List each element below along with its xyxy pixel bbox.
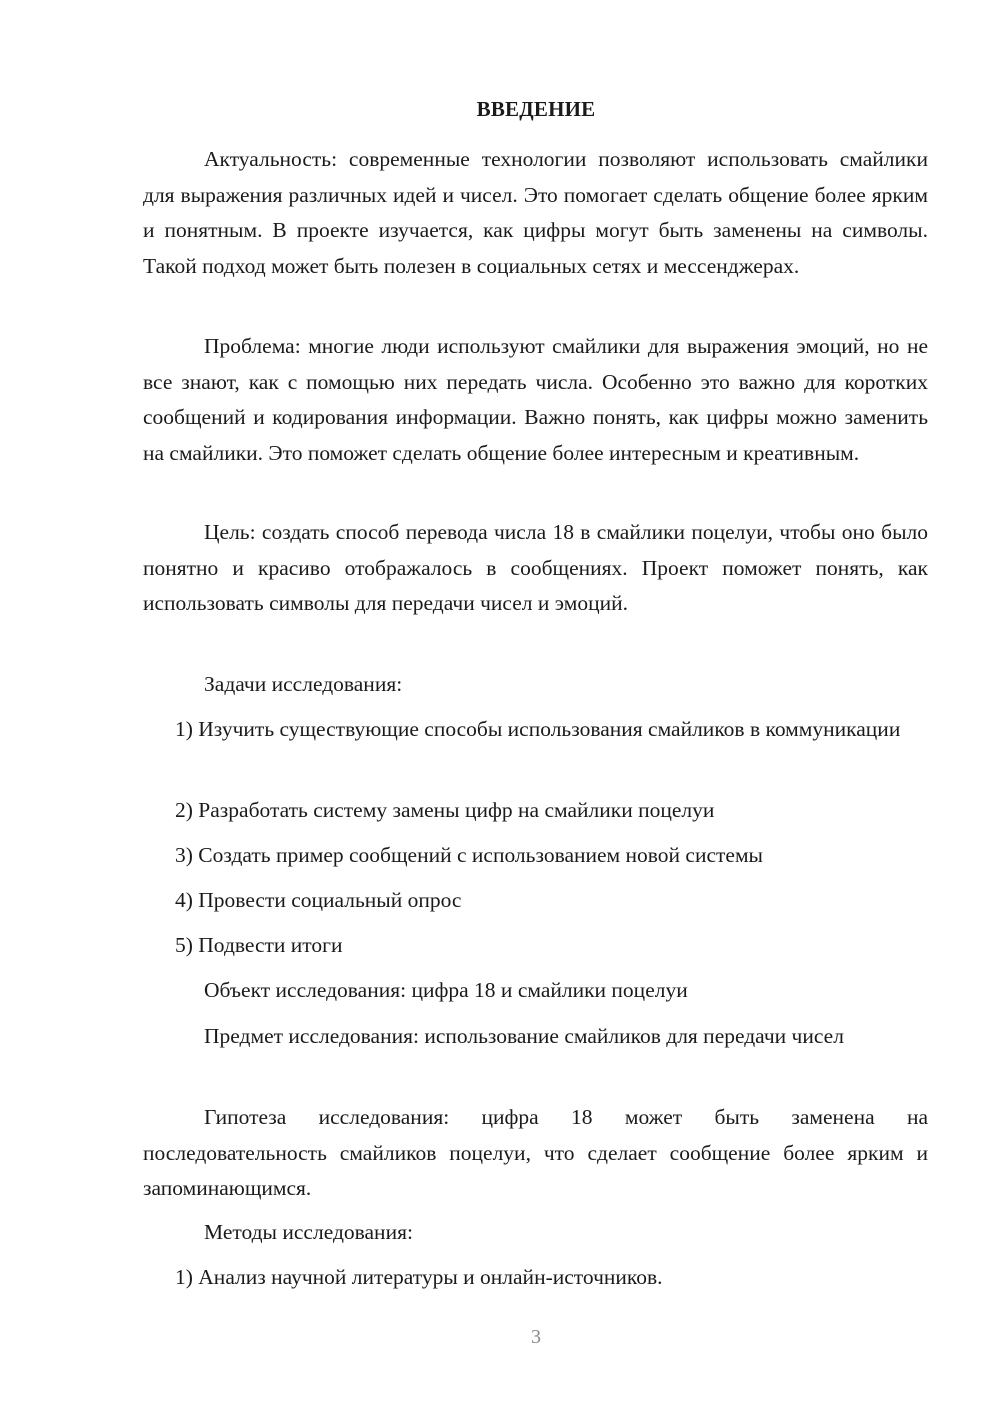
hypothesis-paragraph: Гипотеза исследования: цифра 18 может быть заменена на последовательность смайликов поцелуи, что сделает сообщение более ярким и запоминающимся. [143,1105,928,1200]
methods-heading: Методы исследования: [204,1220,413,1244]
page-number: 3 [531,1326,541,1348]
problem-paragraph: Проблема: многие люди используют смайлики для выражения эмоций, но не все знают, как с помощью них передать числа. Особенно это важно для коротких сообщений и кодирования информации. Важно понять, как цифры можно заменить на смайлики. Это поможет сделать общение более интересным и креативным. [143,334,928,465]
relevance-paragraph: Актуальность: современные технологии позволяют использовать смайлики для выражения различных идей и чисел. Это помогает сделать общение более ярким и понятным. В проекте изучается, как цифры могут быть заменены на символы. Такой подход может быть полезен в социальных сетях и мессенджерах. [143,147,928,278]
task-item-5: 5) Подвести итоги [175,933,343,957]
task-item-3: 3) Создать пример сообщений с использованием новой системы [175,843,763,867]
method-item-1: 1) Анализ научной литературы и онлайн-источников. [175,1265,663,1289]
task-item-1: 1) Изучить существующие способы использования смайликов в коммуникации [175,717,901,741]
task-item-2: 2) Разработать систему замены цифр на смайлики поцелуи [175,798,715,822]
subject-paragraph: Предмет исследования: использование смайликов для передачи чисел [204,1024,844,1048]
object-line: Объект исследования: цифра 18 и смайлики поцелуи [204,978,688,1002]
task-item-4: 4) Провести социальный опрос [175,888,462,912]
section-heading: ВВЕДЕНИЕ [476,97,596,121]
tasks-heading: Задачи исследования: [204,672,403,696]
goal-paragraph: Цель: создать способ перевода числа 18 в смайлики поцелуи, чтобы оно было понятно и красиво отображалось в сообщениях. Проект поможет понять, как использовать символы для передачи чисел и эмоций. [143,520,928,615]
